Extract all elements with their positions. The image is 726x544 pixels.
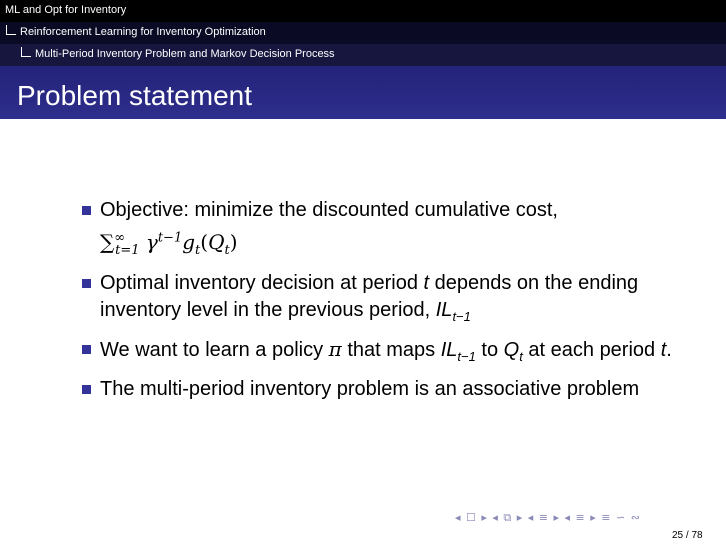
frame-title-text: Problem statement (17, 80, 252, 111)
bullet-item-associative (82, 376, 682, 403)
bullet-text: depends on the ending inventory level in the previous period, (100, 271, 639, 321)
q-symbol: Q (503, 338, 520, 361)
header-subsubsection-label: Multi-Period Inventory Problem and Markov Decision Process (35, 48, 335, 60)
square-bullet-icon (82, 206, 91, 215)
bullet-text: at each period (522, 338, 661, 361)
sum-upper: ∞ (114, 230, 126, 245)
bullet-text: We want to learn a policy (100, 338, 329, 361)
sum-lower: t=1 (115, 242, 140, 258)
il-subscript: t−1 (452, 308, 471, 324)
paren-close: ) (229, 229, 238, 254)
t-symbol: t (660, 338, 667, 361)
square-bullet-icon (82, 279, 91, 288)
page-number-text: 25 / 78 (672, 530, 703, 541)
q-symbol: Q (208, 229, 225, 254)
g-symbol: g (182, 229, 196, 254)
bullet-text: that maps (341, 338, 441, 361)
page-number (672, 530, 703, 541)
tree-corner-icon (6, 25, 16, 35)
bullet-text: Optimal inventory decision at period (100, 271, 424, 294)
il-symbol: IL (440, 338, 458, 361)
bullet-list (82, 197, 682, 409)
bullet-text: The multi-period inventory problem is an associative problem (100, 377, 640, 400)
square-bullet-icon (82, 345, 91, 354)
header-subsection[interactable] (0, 22, 726, 44)
square-bullet-icon (82, 385, 91, 394)
t-symbol: t (423, 271, 430, 294)
sum-symbol: ∑ (100, 229, 115, 254)
tree-corner-icon (21, 47, 31, 57)
beamer-navigation-controls[interactable] (455, 511, 641, 525)
navigation-icons[interactable]: ◂ ☐ ▸ ◂ ⧉ ▸ ◂ ≡ ▸ ◂ ≡ ▸ ≡ ∽ ∾ (455, 511, 641, 524)
cost-sum-formula (100, 229, 238, 258)
q-subscript: t (224, 242, 230, 258)
il-subscript: t−1 (457, 348, 476, 364)
header-subsection-label: Reinforcement Learning for Inventory Optimization (20, 26, 266, 38)
bullet-text: Objective: minimize the discounted cumulative cost, (100, 199, 558, 221)
header-section-label: ML and Opt for Inventory (5, 4, 127, 16)
g-subscript: t (195, 242, 201, 258)
paren-open: ( (200, 229, 209, 254)
bullet-text: to (475, 338, 504, 361)
frame-title (0, 66, 726, 119)
bullet-item-policy (82, 336, 682, 370)
il-symbol: IL (435, 298, 453, 321)
gamma-symbol: γ (145, 229, 158, 254)
bullet-item-optimal-decision (82, 270, 682, 330)
bullet-text: . (666, 338, 672, 361)
q-subscript: t (519, 348, 523, 364)
gamma-exponent: t−1 (157, 230, 183, 245)
header-section[interactable] (0, 0, 726, 22)
bullet-item-objective (82, 197, 682, 264)
header-subsubsection[interactable] (0, 44, 726, 66)
pi-symbol: π (328, 336, 342, 361)
